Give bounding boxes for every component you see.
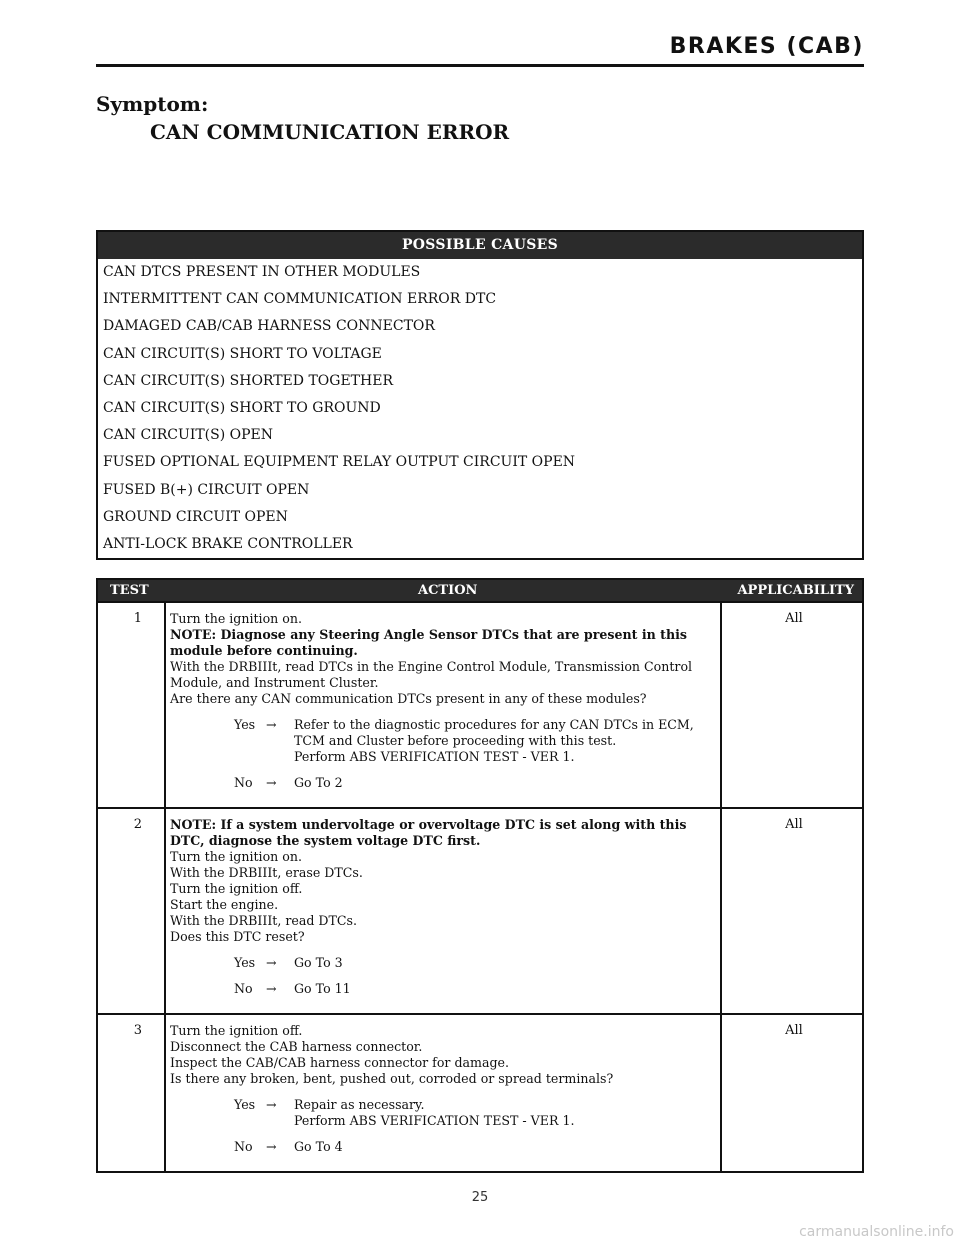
answer-yes-label: Yes: [234, 1097, 256, 1112]
test-action: [170, 817, 718, 997]
column-divider: [164, 1015, 166, 1171]
action-line: Turn the ignition on.: [170, 611, 302, 626]
answer-no: [170, 775, 718, 791]
symptom-name: CAN COMMUNICATION ERROR: [150, 120, 510, 144]
answer-no-response: Go To 11: [294, 981, 351, 996]
answer-no-label: No: [234, 1139, 253, 1154]
test-number: 1: [133, 611, 142, 626]
column-header-test: TEST: [110, 583, 149, 598]
possible-causes-table: [96, 230, 864, 560]
answer-yes-response-2: Perform ABS VERIFICATION TEST - VER 1.: [294, 1113, 575, 1128]
cause-item: CAN DTCS PRESENT IN OTHER MODULES: [103, 264, 421, 280]
answer-yes-response: Repair as necessary.: [294, 1097, 425, 1112]
page-number: 25: [471, 1190, 489, 1205]
answer-yes: [170, 1097, 718, 1129]
column-header-action: ACTION: [418, 583, 478, 598]
column-divider: [720, 809, 722, 1013]
answer-yes-label: Yes: [234, 955, 256, 970]
test-row-1: [98, 601, 862, 807]
answer-yes-label: Yes: [234, 717, 256, 732]
answer-no-label: No: [234, 981, 253, 996]
action-line: Inspect the CAB/CAB harness connector for damage.: [170, 1055, 509, 1070]
test-number: 3: [133, 1023, 142, 1038]
arrow-right-icon: →: [266, 1097, 277, 1112]
test-action: [170, 611, 718, 791]
answer-yes-response: Go To 3: [294, 955, 343, 970]
answer-no: [170, 1139, 718, 1155]
column-divider: [164, 809, 166, 1013]
arrow-right-icon: →: [266, 717, 277, 732]
cause-item: ANTI-LOCK BRAKE CONTROLLER: [103, 535, 353, 552]
cause-item: INTERMITTENT CAN COMMUNICATION ERROR DTC: [103, 291, 497, 308]
test-table: [96, 578, 864, 1173]
section-title: BRAKES (CAB): [669, 34, 864, 59]
cause-item: CAN CIRCUIT(S) SHORTED TOGETHER: [103, 372, 393, 389]
action-line: Are there any CAN communication DTCs present in any of these modules?: [170, 691, 647, 706]
answer-no-response: Go To 2: [294, 775, 343, 790]
arrow-right-icon: →: [266, 1139, 277, 1154]
action-line: Disconnect the CAB harness connector.: [170, 1039, 423, 1054]
action-line: Turn the ignition off.: [170, 1023, 303, 1038]
column-header-applicability: APPLICABILITY: [737, 583, 854, 598]
cause-item: FUSED OPTIONAL EQUIPMENT RELAY OUTPUT CIRCUIT OPEN: [103, 454, 576, 471]
test-row-3: [98, 1013, 862, 1171]
cause-item: CAN CIRCUIT(S) SHORT TO GROUND: [103, 399, 381, 416]
test-applicability: All: [785, 611, 803, 626]
arrow-right-icon: →: [266, 775, 277, 790]
test-applicability: All: [785, 817, 803, 832]
column-divider: [164, 603, 166, 807]
answer-yes-response-2: Perform ABS VERIFICATION TEST - VER 1.: [294, 749, 575, 764]
answer-yes: [170, 717, 718, 765]
header-rule: [96, 64, 864, 67]
action-note: NOTE: Diagnose any Steering Angle Sensor DTCs that are present in this module before continuing.: [170, 627, 688, 658]
answer-yes: [170, 955, 718, 971]
cause-item: GROUND CIRCUIT OPEN: [103, 508, 288, 525]
action-line: Turn the ignition on.: [170, 849, 302, 864]
answer-no: [170, 981, 718, 997]
answer-no-response: Go To 4: [294, 1139, 343, 1154]
column-divider: [720, 603, 722, 807]
cause-item: CAN CIRCUIT(S) SHORT TO VOLTAGE: [103, 345, 382, 362]
test-applicability: All: [785, 1023, 803, 1038]
cause-item: DAMAGED CAB/CAB HARNESS CONNECTOR: [103, 318, 435, 335]
test-action: [170, 1023, 718, 1155]
cause-item: CAN CIRCUIT(S) OPEN: [103, 427, 274, 444]
action-line: Turn the ignition off.: [170, 881, 303, 896]
action-line: With the DRBIIIt, read DTCs.: [170, 913, 358, 928]
test-row-2: [98, 807, 862, 1013]
watermark-link[interactable]: carmanualsonline.info: [799, 1224, 954, 1240]
arrow-right-icon: →: [266, 955, 277, 970]
arrow-right-icon: →: [266, 981, 277, 996]
action-line: Start the engine.: [170, 897, 279, 912]
action-line: Does this DTC reset?: [170, 929, 305, 944]
symptom-label: Symptom:: [96, 92, 209, 116]
action-note: NOTE: If a system undervoltage or overvoltage DTC is set along with this DTC, diagnose the system voltage DTC first.: [170, 817, 687, 848]
answer-no-label: No: [234, 775, 253, 790]
cause-item: FUSED B(+) CIRCUIT OPEN: [103, 481, 310, 498]
action-line: With the DRBIIIt, read DTCs in the Engine Control Module, Transmission Control Module, and Instrument Cluster.: [170, 659, 693, 690]
action-line: With the DRBIIIt, erase DTCs.: [170, 865, 363, 880]
column-divider: [720, 1015, 722, 1171]
action-line: Is there any broken, bent, pushed out, corroded or spread terminals?: [170, 1071, 614, 1086]
test-number: 2: [133, 817, 142, 832]
possible-causes-heading: POSSIBLE CAUSES: [98, 232, 862, 259]
test-table-header: [98, 580, 862, 601]
answer-yes-response: Refer to the diagnostic procedures for any CAN DTCs in ECM, TCM and Cluster before proceeding with this test.: [294, 717, 694, 748]
